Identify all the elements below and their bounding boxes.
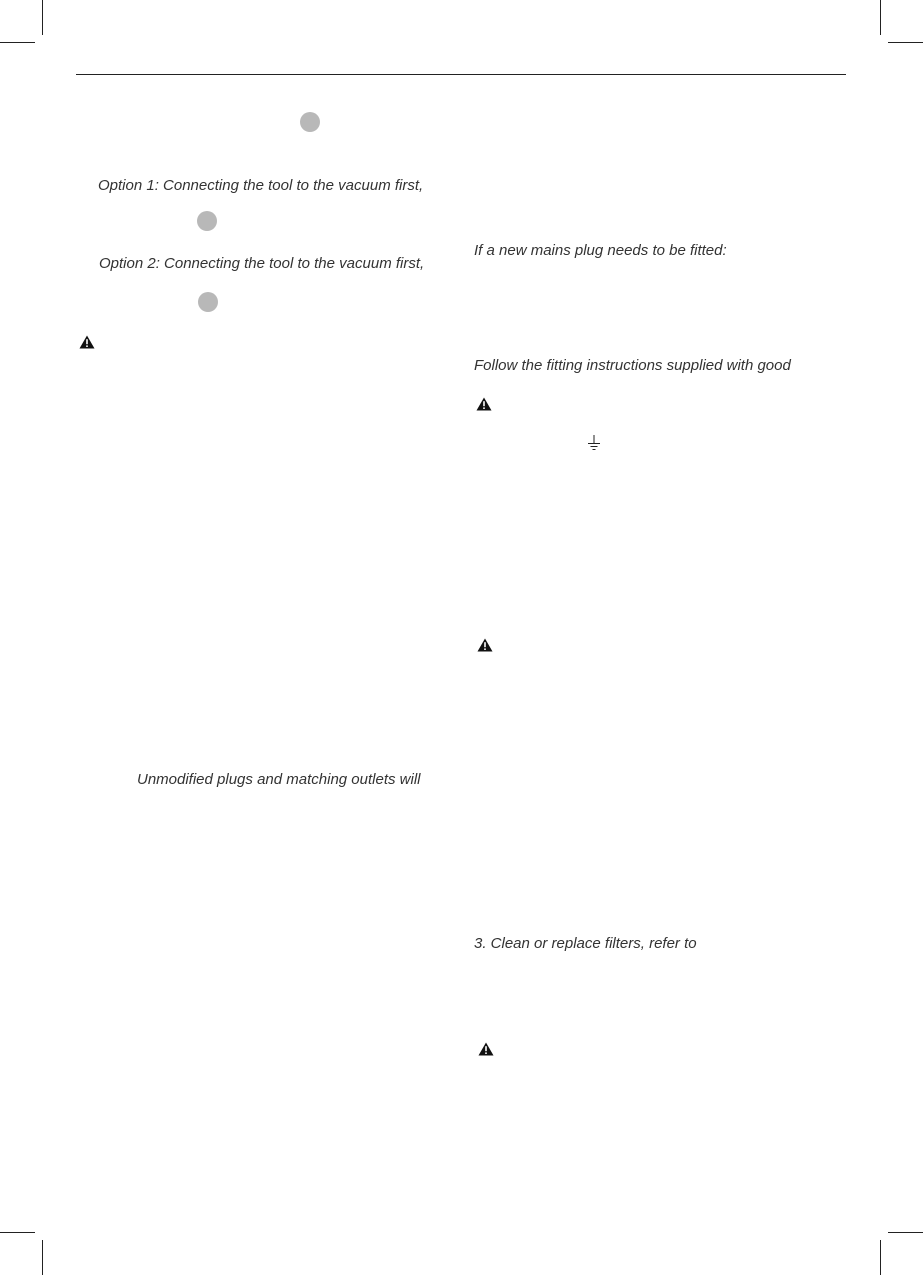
- crop-mark-bottom-left-h: [0, 1232, 35, 1233]
- step-marker-dot: [300, 112, 320, 132]
- clean-filters-text: 3. Clean or replace filters, refer to: [474, 935, 697, 952]
- option1-text: Option 1: Connecting the tool to the vacuum first,: [98, 177, 424, 194]
- warning-triangle-icon: [478, 1042, 494, 1056]
- crop-mark-top-right-h: [888, 42, 923, 43]
- fitting-instructions-text: Follow the fitting instructions supplied with good: [474, 357, 791, 374]
- crop-mark-bottom-left: [42, 1240, 43, 1275]
- option2-text: Option 2: Connecting the tool to the vacuum first,: [99, 255, 425, 272]
- crop-mark-bottom-right: [880, 1240, 881, 1275]
- earth-ground-icon: [587, 435, 601, 451]
- step-marker-dot: [198, 292, 218, 312]
- crop-mark-top-left-h: [0, 42, 35, 43]
- warning-triangle-icon: [79, 335, 95, 349]
- warning-triangle-icon: [476, 397, 492, 411]
- crop-mark-top-right: [880, 0, 881, 35]
- unmodified-plugs-text: Unmodified plugs and matching outlets will: [137, 771, 421, 788]
- mains-plug-text: If a new mains plug needs to be fitted:: [474, 242, 727, 259]
- crop-mark-bottom-right-h: [888, 1232, 923, 1233]
- step-marker-dot: [197, 211, 217, 231]
- crop-mark-top-left: [42, 0, 43, 35]
- header-rule: [76, 74, 846, 75]
- warning-triangle-icon: [477, 638, 493, 652]
